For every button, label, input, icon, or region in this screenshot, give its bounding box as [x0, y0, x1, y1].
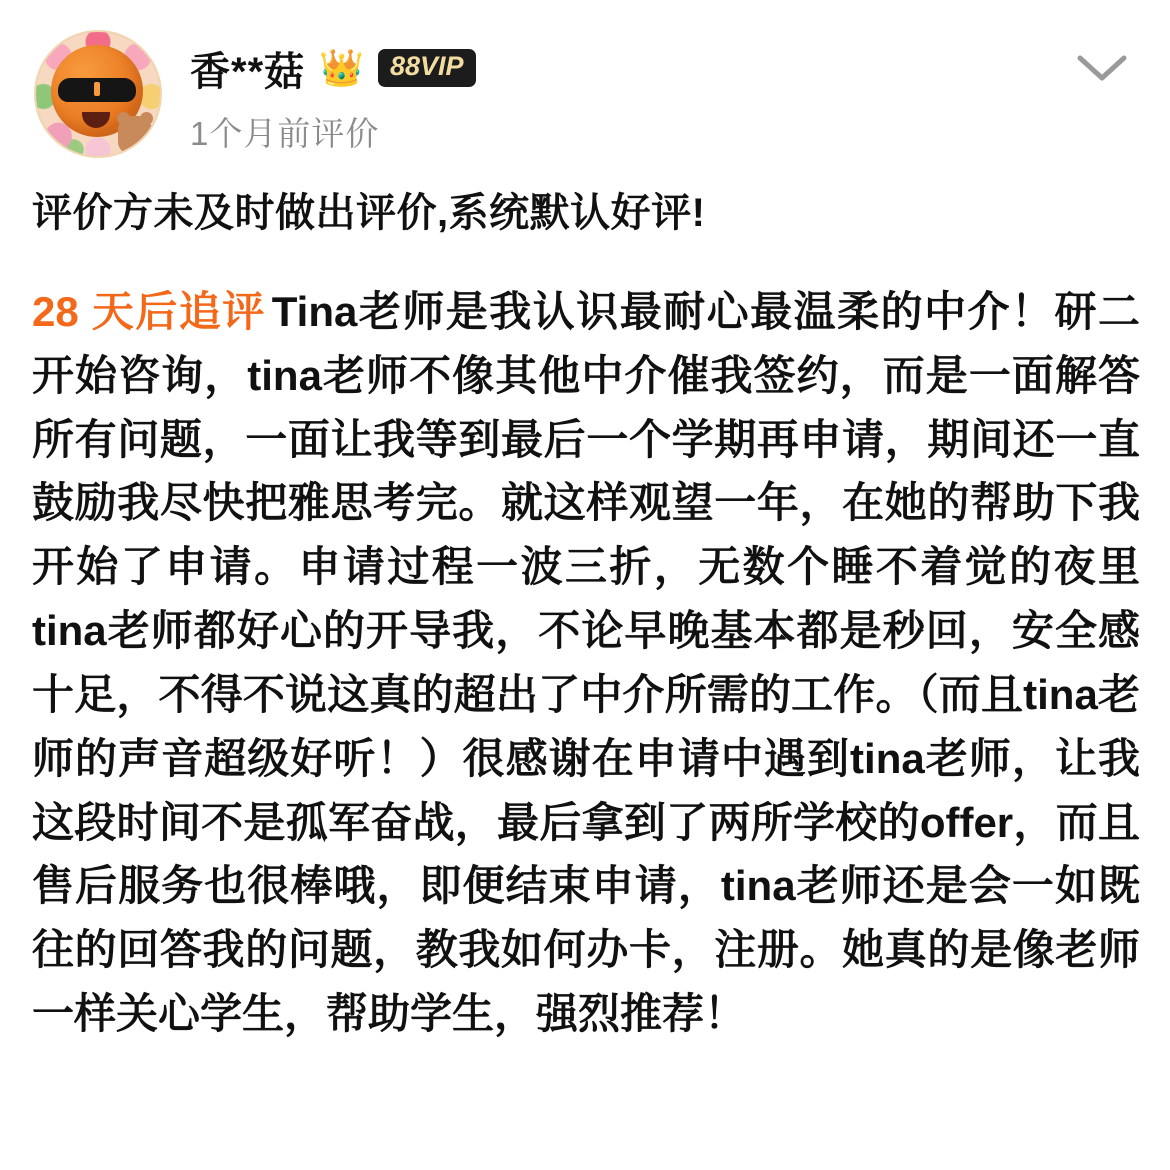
system-comment-text: 评价方未及时做出评价,系统默认好评! — [32, 191, 706, 235]
followup-text: Tina老师是我认识最耐心最温柔的中介！研二开始咨询，tina老师不像其他中介催我签约，而是一面解答所有问题，一面让我等到最后一个学期再申请，期间还一直鼓励我尽快把雅思考完。就这样观望一年，在她的帮助下我开始了申请。申请过程一波三折，无数个睡不着觉的夜里tina老师都好心的开导我，不论早晚基本都是秒回，安全感十足，不得不说这真的超出了中介所需的工作。（而且tina老师的声音超级好听！）很感谢在申请中遇到tina老师，让我这段时间不是孤军奋战，最后拿到了两所学校的offer，而且售后服务也很棒哦，即便结束申请，tina老师还是会一如既往的回答我的问题，教我如何办卡，注册。她真的是像老师一样关心学生，帮助学生，强烈推荐！ — [32, 288, 1140, 1038]
review-time: 1个月前评价 — [190, 115, 380, 152]
review-header — [0, 0, 1170, 170]
crown-icon: 👑 — [319, 47, 364, 88]
user-name: 香**菇 — [190, 49, 306, 94]
followup-tag: 28 天后追评 — [32, 288, 266, 335]
review-body — [0, 170, 1170, 1046]
vip-badge: 88VIP — [378, 49, 476, 87]
avatar-sunglasses-icon — [58, 78, 136, 102]
header-text — [190, 30, 1136, 155]
chevron-down-icon[interactable] — [1074, 48, 1130, 88]
followup-comment — [32, 280, 1140, 1046]
avatar[interactable] — [34, 30, 162, 158]
avatar-bear-icon — [118, 116, 152, 154]
name-row — [190, 42, 1136, 94]
